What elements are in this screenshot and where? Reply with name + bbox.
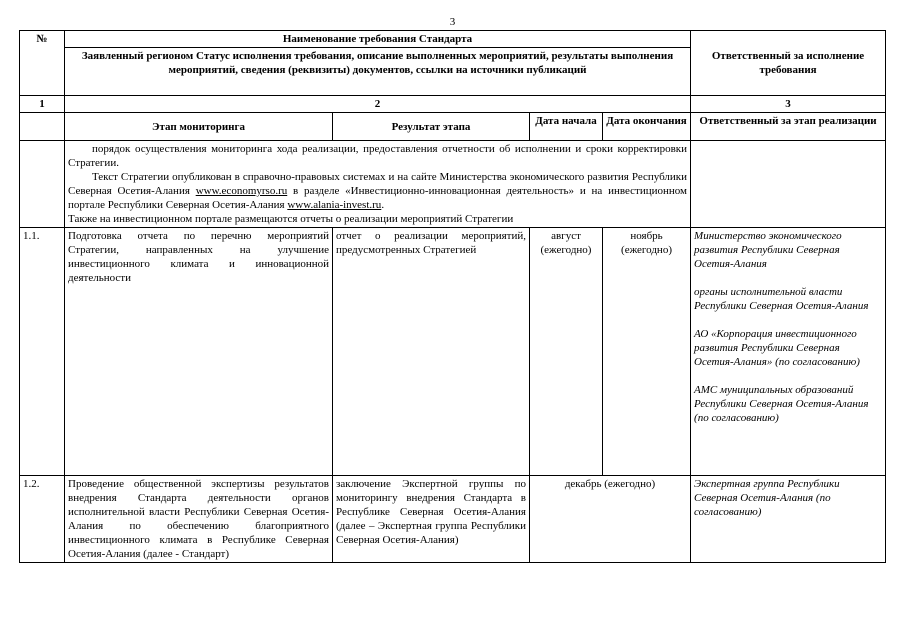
column-number-3: 3 xyxy=(691,96,886,113)
row-number: 1.2. xyxy=(20,476,65,563)
row-start-date: август (ежегодно) xyxy=(530,228,603,476)
row-date: декабрь (ежегодно) xyxy=(530,476,691,563)
intro-empty-cell xyxy=(20,141,65,228)
column-number-row xyxy=(20,96,886,113)
intro-paragraph-3: Также на инвестиционном портале размещаются отчеты о реализации мероприятий Стратегии xyxy=(68,213,514,225)
row-stage: Проведение общественной экспертизы результатов внедрения Стандарта деятельности органов исполнительной власти Республики Северная Осетия-Алания по обеспечению благоприятного инвестиционного климата в Республике Северная Осетия-Алания (далее - Стандарт) xyxy=(65,476,333,563)
intro-text-c: . xyxy=(381,199,385,211)
table-row xyxy=(20,228,886,476)
result-header: Результат этапа xyxy=(333,113,530,141)
row-end-date: ноябрь (ежегодно) xyxy=(603,228,691,476)
standard-title-header: Наименование требования Стандарта xyxy=(65,31,691,48)
invest-portal-link[interactable]: www.alania-invest.ru xyxy=(287,199,382,211)
end-date-header: Дата окончания xyxy=(603,113,691,141)
column-number-2: 2 xyxy=(65,96,691,113)
standard-table xyxy=(19,30,886,563)
intro-responsible-empty-cell xyxy=(691,141,886,228)
column-number-1: 1 xyxy=(20,96,65,113)
responsible-item: АО «Корпорация инвестиционного развития Республики Северная Осетия-Алания» (по согласованию) xyxy=(694,328,860,368)
intro-row xyxy=(20,141,886,228)
economy-site-link[interactable]: www.economyrso.ru xyxy=(195,185,288,197)
responsible-item: Министерство экономического развития Республики Северная Осетия-Алания xyxy=(694,230,842,270)
row-result: заключение Экспертной группы по мониторингу внедрения Стандарта в Республике Северная Осетия-Алания (далее – Экспертная группа Республики Северная Осетия-Алания) xyxy=(333,476,530,563)
num-header: № xyxy=(20,31,65,96)
intro-text-cell xyxy=(65,141,691,228)
intro-paragraph-1: порядок осуществления мониторинга хода реализации, предоставления отчетности об исполнении и сроки корректировки Стратегии. xyxy=(68,143,688,169)
start-date-header: Дата начала xyxy=(530,113,603,141)
stage-header: Этап мониторинга xyxy=(65,113,333,141)
subheader-empty-cell xyxy=(20,113,65,141)
intro-text-b: в разделе «Инвестиционно-инновационная деятельность» и на инвестиционном портале Республики Северная Осетия-Алания xyxy=(68,185,688,211)
page-number: 3 xyxy=(449,16,456,28)
intro-paragraph-2 xyxy=(68,170,687,212)
row-number: 1.1. xyxy=(20,228,65,476)
row-result: отчет о реализации мероприятий, предусмотренных Стратегией xyxy=(333,228,530,476)
intro-text-a: Текст Стратегии опубликован в справочно-правовых системах и на сайте Министерства экономического развития Республики Северная Осетия-Алания xyxy=(68,171,688,197)
subheader-row xyxy=(20,113,886,141)
stage-responsible-header: Ответственный за этап реализации xyxy=(691,113,886,141)
row-stage: Подготовка отчета по перечню мероприятий Стратегии, направленных на улучшение инвестиционного климата и инновационной деятельности xyxy=(65,228,333,476)
table-row xyxy=(20,476,886,563)
row-responsible xyxy=(691,476,886,563)
responsible-item: АМС муниципальных образований Республики Северная Осетия-Алания (по согласованию) xyxy=(694,384,869,424)
status-description-header: Заявленный регионом Статус исполнения требования, описание выполненных мероприятий, результаты выполнения мероприятий, сведения (реквизиты) документов, ссылки на источники публикаций xyxy=(65,48,691,96)
responsible-item: органы исполнительной власти Республики Северная Осетия-Алания xyxy=(694,286,869,312)
responsible-header: Ответственный за исполнение требования xyxy=(691,31,886,96)
row-responsible xyxy=(691,228,886,476)
responsible-item: Экспертная группа Республики Северная Осетия-Алания (по согласованию) xyxy=(694,478,840,518)
header-row-title xyxy=(20,31,886,48)
